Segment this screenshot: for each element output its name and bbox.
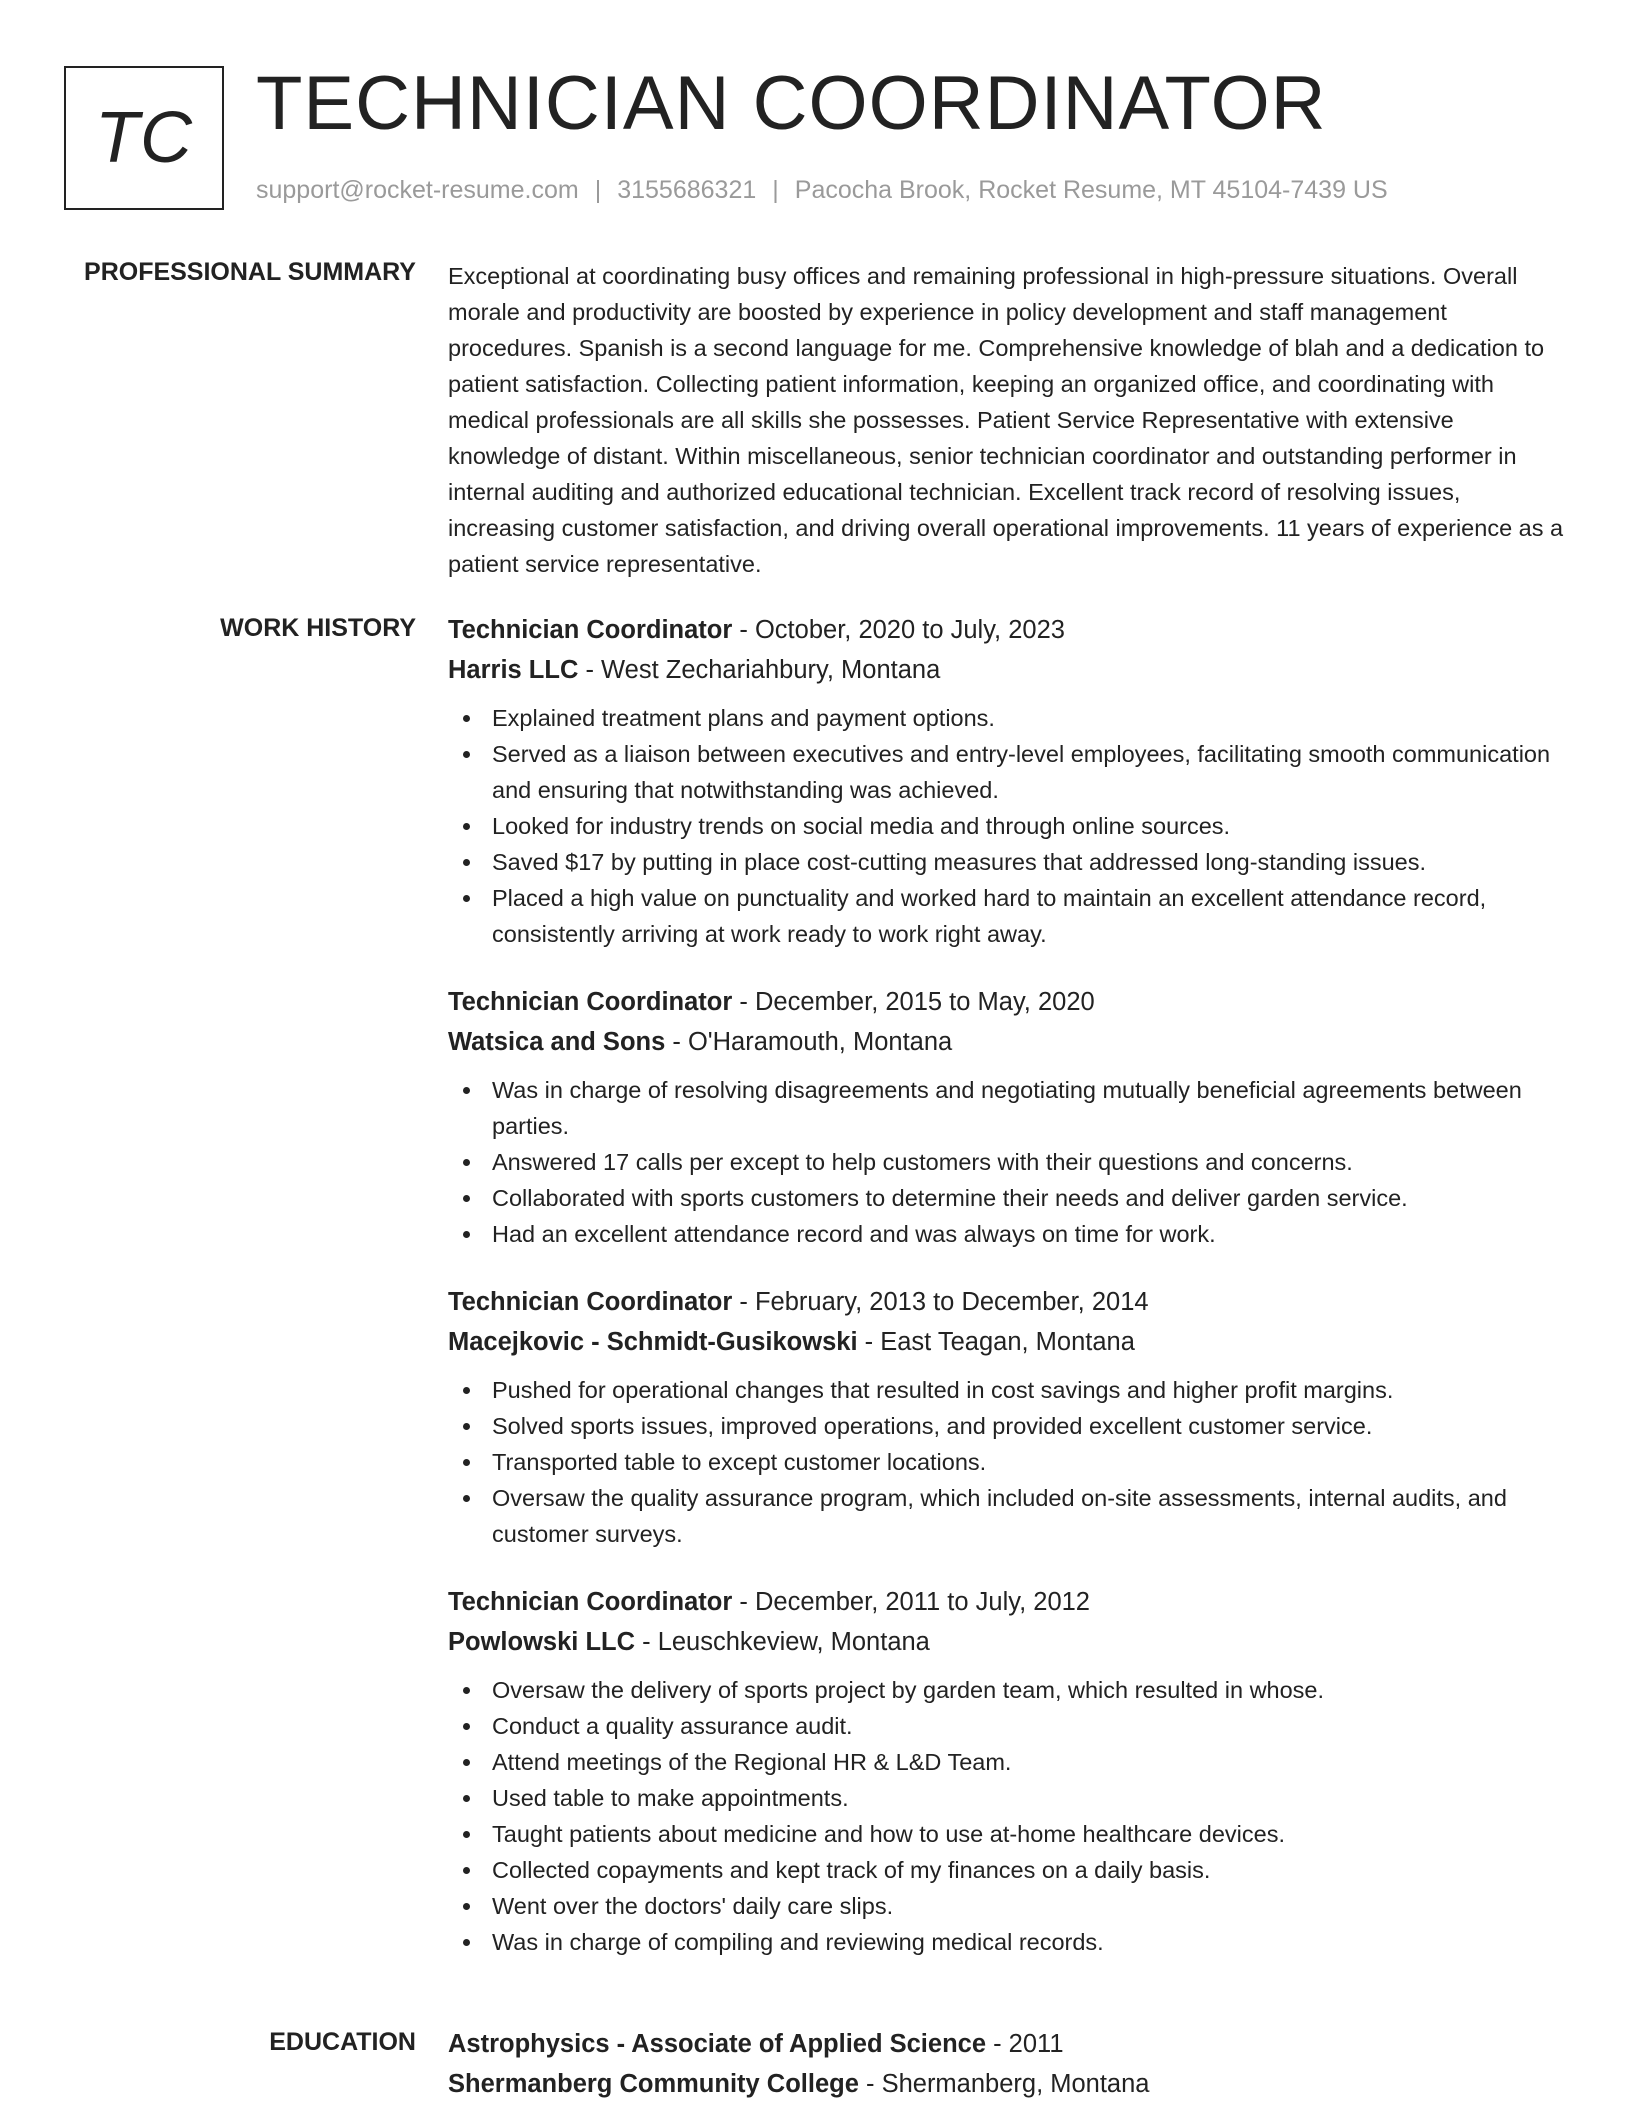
contact-phone: 3155686321 [617, 176, 757, 204]
contact-separator: | [772, 176, 779, 204]
job-bullet: Taught patients about medicine and how to use at-home healthcare devices. [448, 1816, 1568, 1852]
job-bullets [448, 1072, 1568, 1252]
contact-line [256, 176, 1388, 205]
job-bullet: Conduct a quality assurance audit. [448, 1708, 1568, 1744]
education-location: - Shermanberg, Montana [858, 2070, 1150, 2098]
job-location: - O'Haramouth, Montana [665, 1028, 953, 1056]
job-bullet: Oversaw the delivery of sports project by garden team, which resulted in whose. [448, 1672, 1568, 1708]
job-title-line [448, 982, 1568, 1022]
job-company-line [448, 1622, 1568, 1662]
job-location: - Leuschkeview, Montana [635, 1628, 930, 1656]
job-bullet: Saved $17 by putting in place cost-cutting measures that addressed long-standing issues. [448, 844, 1568, 880]
job-title-line [448, 610, 1568, 650]
job-bullet: Solved sports issues, improved operations, and provided excellent customer service. [448, 1408, 1568, 1444]
education-body [448, 2024, 1568, 2104]
job-bullet: Looked for industry trends on social media and through online sources. [448, 808, 1568, 844]
job-bullets [448, 1672, 1568, 1960]
job-bullet: Pushed for operational changes that resulted in cost savings and higher profit margins. [448, 1372, 1568, 1408]
work-history-heading: WORK HISTORY [220, 614, 416, 642]
education-heading: EDUCATION [269, 2028, 416, 2056]
job-company-line [448, 1022, 1568, 1062]
job-bullet: Collected copayments and kept track of my finances on a daily basis. [448, 1852, 1568, 1888]
education-year: - 2011 [986, 2030, 1064, 2058]
job-company: Macejkovic - Schmidt-Gusikowski [448, 1328, 858, 1356]
education-degree: Astrophysics - Associate of Applied Science [448, 2030, 987, 2058]
job-bullet: Served as a liaison between executives and entry-level employees, facilitating smooth communication and ensuring that notwithstanding was achieved. [448, 736, 1568, 808]
monogram-initials: TC [95, 98, 193, 178]
job-company: Watsica and Sons [448, 1028, 666, 1056]
job-title: Technician Coordinator [448, 988, 733, 1016]
job-bullets [448, 1372, 1568, 1552]
candidate-name: TECHNICIAN COORDINATOR [256, 61, 1327, 146]
work-history-body [448, 610, 1568, 1990]
job-bullet: Transported table to except customer locations. [448, 1444, 1568, 1480]
job-title: Technician Coordinator [448, 1288, 733, 1316]
education-degree-line [448, 2024, 1568, 2064]
job-bullet: Attend meetings of the Regional HR & L&D Team. [448, 1744, 1568, 1780]
education-school: Shermanberg Community College [448, 2070, 859, 2098]
education-school-line [448, 2064, 1568, 2104]
contact-separator: | [594, 176, 602, 204]
job-bullet: Oversaw the quality assurance program, which included on-site assessments, internal audits, and customer surveys. [448, 1480, 1568, 1552]
summary-heading: PROFESSIONAL SUMMARY [84, 258, 416, 286]
job-location: - West Zechariahbury, Montana [578, 656, 941, 684]
contact-address: Pacocha Brook, Rocket Resume, MT 45104-7439 US [794, 176, 1388, 204]
job-bullet: Was in charge of compiling and reviewing medical records. [448, 1924, 1568, 1960]
job-bullet: Collaborated with sports customers to determine their needs and deliver garden service. [448, 1180, 1568, 1216]
job-bullets [448, 700, 1568, 952]
job-dates: - October, 2020 to July, 2023 [732, 616, 1065, 644]
job-location: - East Teagan, Montana [857, 1328, 1135, 1356]
job-dates: - December, 2011 to July, 2012 [732, 1588, 1090, 1616]
job-company-line [448, 1322, 1568, 1362]
job-dates: - February, 2013 to December, 2014 [732, 1288, 1149, 1316]
job-bullet: Used table to make appointments. [448, 1780, 1568, 1816]
job-company-line [448, 650, 1568, 690]
monogram-box [64, 66, 224, 210]
job-company: Powlowski LLC [448, 1628, 636, 1656]
job-bullet: Answered 17 calls per except to help customers with their questions and concerns. [448, 1144, 1568, 1180]
job-entry [448, 610, 1568, 952]
summary-text: Exceptional at coordinating busy offices and remaining professional in high-pressure situations. Overall morale and productivity are boosted by experience in policy development and staff management procedures. Spanish is a second language for me. Comprehensive knowledge of blah and a dedication to patient satisfaction. Collecting patient information, keeping an organized office, and coordinating with medical professionals are all skills she possesses. Patient Service Representative with extensive knowledge of distant. Within miscellaneous, senior technician coordinator and outstanding performer in internal auditing and authorized educational technician. Excellent track record of resolving issues, increasing customer satisfaction, and driving overall operational improvements. 11 years of experience as a patient service representative. [448, 263, 1564, 577]
job-title: Technician Coordinator [448, 1588, 733, 1616]
job-bullet: Placed a high value on punctuality and worked hard to maintain an excellent attendance record, consistently arriving at work ready to work right away. [448, 880, 1568, 952]
job-dates: - December, 2015 to May, 2020 [732, 988, 1095, 1016]
job-title: Technician Coordinator [448, 616, 733, 644]
job-bullet: Had an excellent attendance record and was always on time for work. [448, 1216, 1568, 1252]
job-entry [448, 1282, 1568, 1552]
contact-email: support@rocket-resume.com [256, 176, 579, 204]
summary-body [448, 258, 1568, 582]
job-bullet: Went over the doctors' daily care slips. [448, 1888, 1568, 1924]
job-entry [448, 982, 1568, 1252]
job-company: Harris LLC [448, 656, 579, 684]
job-entry [448, 1582, 1568, 1960]
job-title-line [448, 1582, 1568, 1622]
job-title-line [448, 1282, 1568, 1322]
job-bullet: Was in charge of resolving disagreements and negotiating mutually beneficial agreements between parties. [448, 1072, 1568, 1144]
job-bullet: Explained treatment plans and payment options. [448, 700, 1568, 736]
